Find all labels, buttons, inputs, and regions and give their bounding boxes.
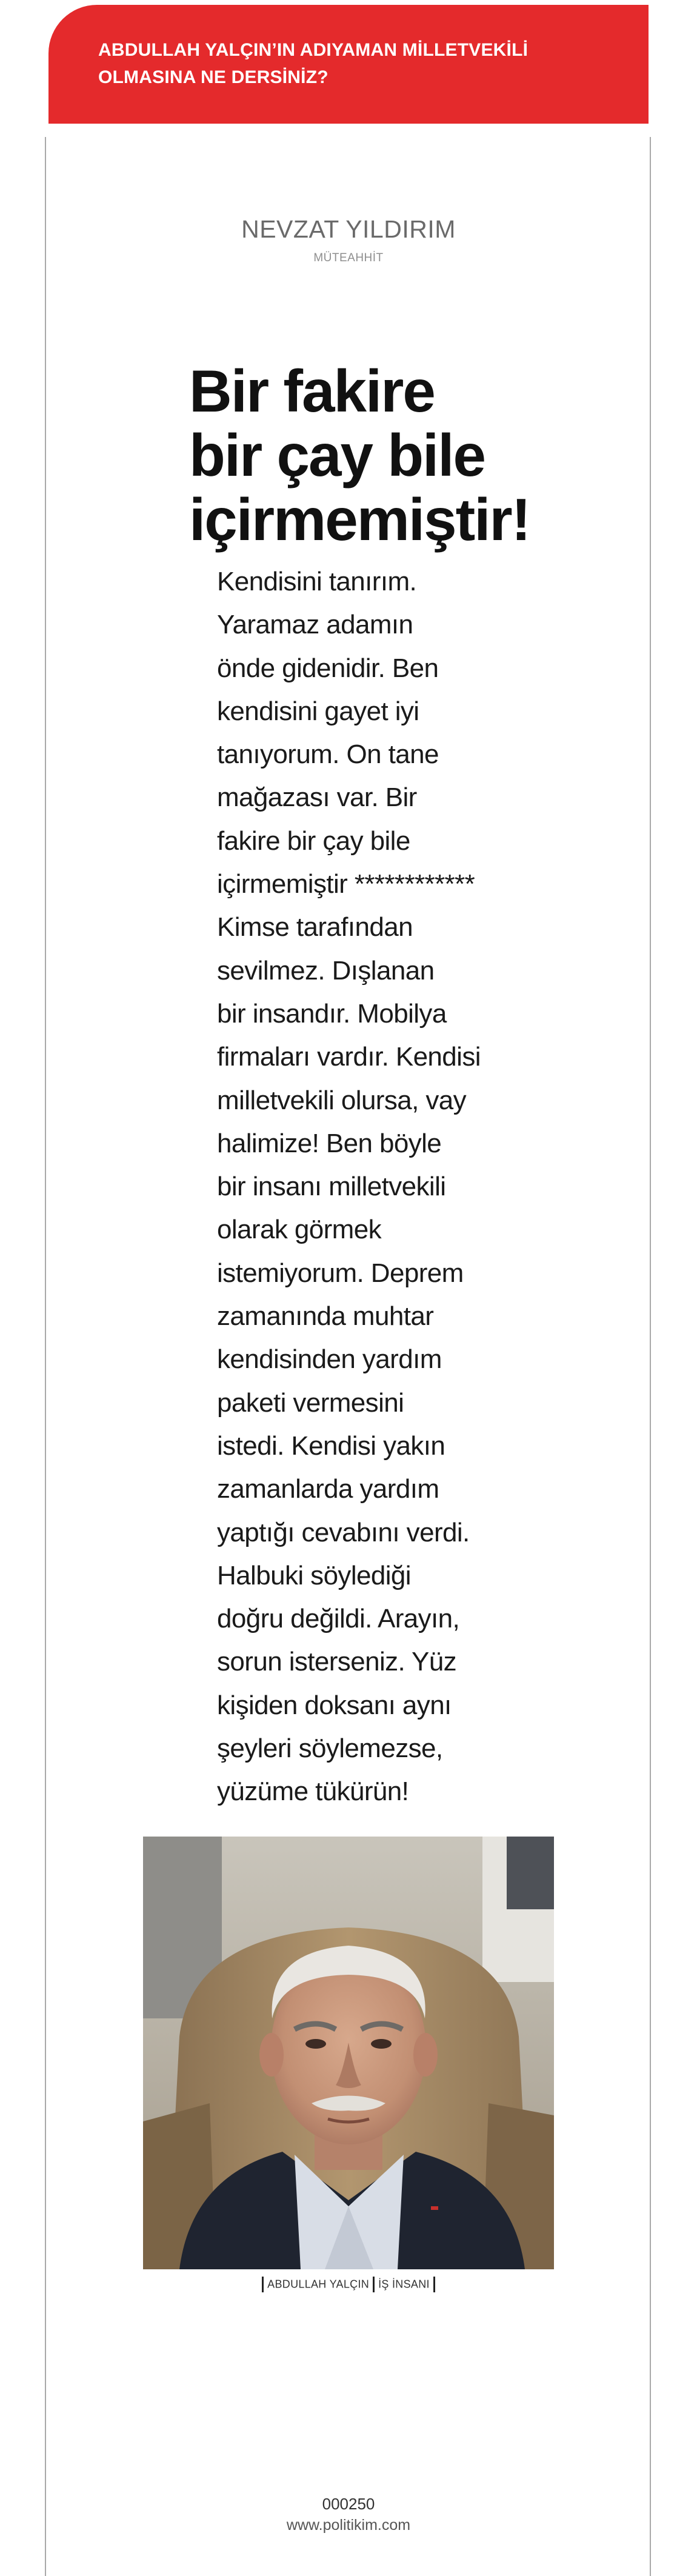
website-link[interactable]: www.politikim.com bbox=[286, 2517, 411, 2534]
caption-divider bbox=[433, 2277, 435, 2292]
caption-divider bbox=[373, 2277, 375, 2292]
headline-banner bbox=[48, 5, 649, 124]
caption-title: İŞ İNSANI bbox=[378, 2278, 430, 2291]
page-number: 000250 bbox=[322, 2495, 375, 2513]
portrait-photo bbox=[143, 1837, 554, 2269]
photo-caption bbox=[0, 2277, 697, 2292]
article-headline: Bir fakire bir çay bile içirmemiştir! bbox=[189, 358, 530, 553]
author-role: MÜTEAHHİT bbox=[313, 252, 384, 264]
banner-title: ABDULLAH YALÇIN’IN ADIYAMAN MİLLETVEKİLİ OLMASINA NE DERSİNİZ? bbox=[98, 40, 529, 87]
article-body: Kendisini tanırım. Yaramaz adamın önde gidenidir. Ben kendisini gayet iyi tanıyorum. On tane mağazası var. Bir fakire bir çay bile içirmemiştir ************ Kimse tarafından sevilmez. Dışlanan bir insandır. Mobilya firmaları vardır. Kendisi milletvekili olursa, vay halimize! Ben böyle bir insanı milletvekili olarak görmek istemiyorum. Deprem zamanında muhtar kendisinden yardım paketi vermesini istedi. Kendisi yakın zamanlarda yardım yaptığı cevabını verdi. Halbuki söylediği doğru değildi. Arayın, sorun isterseniz. Yüz kişiden doksanı aynı şeyleri söylemezse, yüzüme tükürün! bbox=[217, 567, 481, 1807]
caption-divider bbox=[262, 2277, 264, 2292]
portrait-illustration bbox=[143, 1837, 554, 2269]
caption-name: ABDULLAH YALÇIN bbox=[267, 2278, 370, 2291]
author-name: NEVZAT YILDIRIM bbox=[241, 215, 456, 243]
